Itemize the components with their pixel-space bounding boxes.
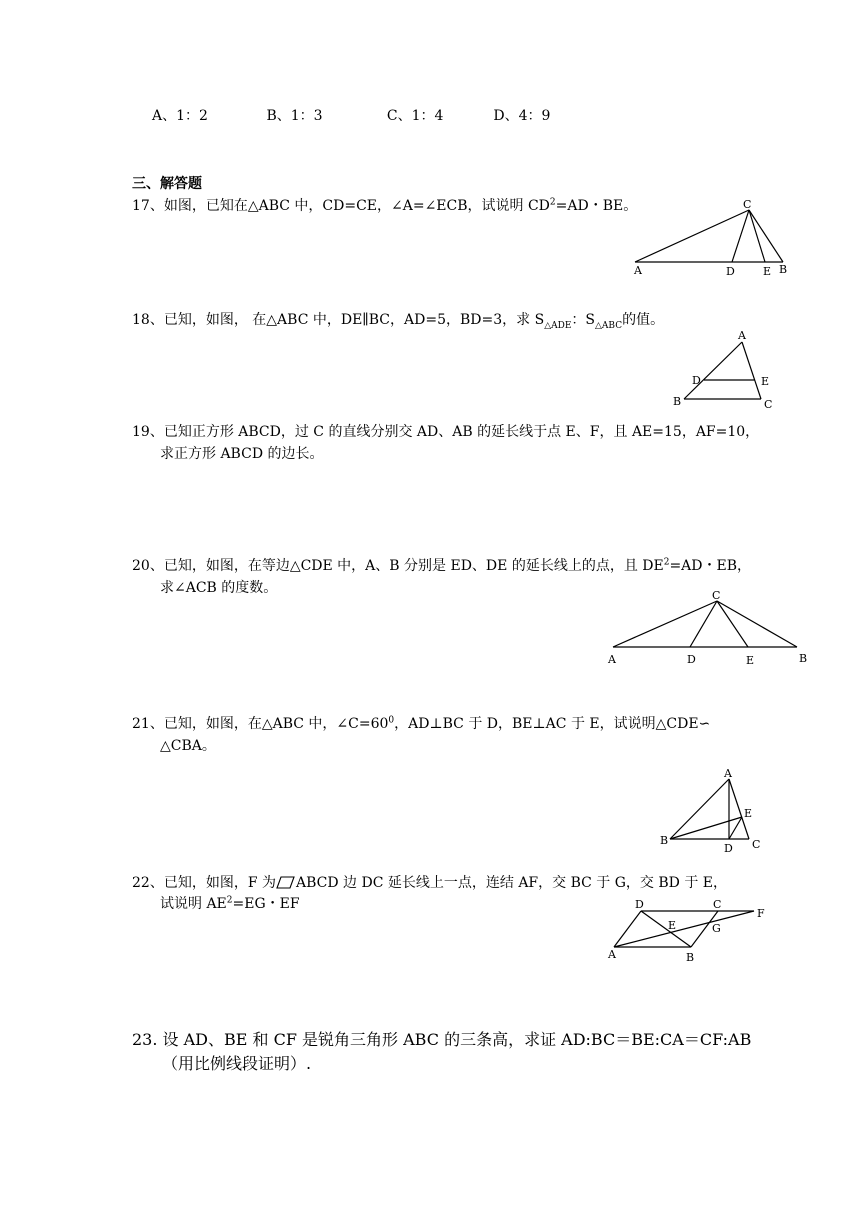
- q22-lines: [614, 911, 754, 947]
- q21-label-c: C: [752, 838, 761, 851]
- q17-lines: [635, 210, 783, 262]
- q18-figure: [672, 328, 782, 413]
- q21-text-after: ，AD⊥BC 于 D，BE⊥AC 于 E，试说明△CDE∽: [394, 716, 711, 732]
- q20-text-after: =AD・EB，: [669, 558, 752, 574]
- q18-sub-ade: △ADE: [544, 320, 572, 331]
- q22-text2-before: 试说明 AE: [160, 896, 227, 912]
- q17-text-after: =AD・BE。: [555, 198, 638, 214]
- q20-label-e: E: [746, 654, 755, 667]
- section-title: 三、解答题: [132, 176, 202, 192]
- question-20-line2: 求∠ACB 的度数。: [160, 580, 278, 596]
- option-b: B、1：3: [266, 108, 323, 124]
- q18-label-a: A: [738, 329, 746, 342]
- q17-sup: 2: [549, 197, 556, 208]
- option-c: C、1：4: [386, 108, 444, 124]
- option-a: A、1：2: [152, 108, 208, 124]
- question-21-line2: △CBA。: [160, 738, 216, 754]
- question-21-line1: [132, 716, 710, 733]
- q22-text-before: 22、已知，如图，F 为: [132, 875, 276, 891]
- q22-label-b: B: [686, 951, 695, 964]
- question-23-line1: 23. 设 AD、BE 和 CF 是锐角三角形 ABC 的三条高，求证 AD:BC＝BE:CA＝CF:AB: [132, 1030, 752, 1049]
- q21-lines: [670, 779, 749, 839]
- q17-label-c: C: [743, 198, 752, 211]
- q22-text-after: ABCD 边 DC 延长线上一点，连结 AF，交 BC 于 G，交 BD 于 E，: [295, 875, 728, 891]
- question-23-line2: （用比例线段证明）.: [162, 1054, 312, 1073]
- q17-label-d: D: [726, 265, 735, 278]
- q20-label-b: B: [799, 652, 808, 665]
- q18-mid: ：S: [571, 312, 595, 328]
- q22-label-a: A: [608, 948, 616, 961]
- question-22-line2: [160, 896, 300, 913]
- q22-label-c: C: [713, 898, 722, 911]
- q17-label-e: E: [763, 265, 772, 278]
- q17-text-before: 17、如图，已知在△ABC 中，CD=CE，∠A=∠ECB，试说明 CD: [132, 198, 550, 214]
- q17-figure: [625, 195, 825, 285]
- q20-label-c: C: [712, 589, 721, 602]
- q21-figure: [656, 764, 766, 854]
- q22-label-d: D: [635, 898, 644, 911]
- q18-text-before: 18、已知，如图， 在△ABC 中，DE∥BC，AD=5，BD=3，求 S: [132, 312, 545, 328]
- question-20-line1: [132, 558, 751, 575]
- q21-sup: 0: [388, 715, 395, 726]
- question-17: [132, 198, 637, 215]
- q21-label-d: D: [724, 842, 733, 855]
- q22-sup: 2: [226, 895, 233, 906]
- q18-text-after: 的值。: [622, 312, 665, 328]
- q22-label-f: F: [757, 907, 765, 920]
- q22-label-e: E: [668, 919, 677, 932]
- q18-label-e: E: [761, 375, 770, 388]
- question-18: [132, 312, 664, 329]
- q18-sub-abc: △ABC: [595, 320, 623, 331]
- q20-label-a: A: [608, 653, 616, 666]
- q18-label-b: B: [673, 395, 682, 408]
- q22-label-g: G: [712, 922, 721, 935]
- option-d: D、4：9: [493, 108, 551, 124]
- q18-lines: [684, 342, 761, 399]
- q21-label-b: B: [660, 834, 669, 847]
- q18-label-d: D: [692, 374, 701, 387]
- q17-label-b: B: [779, 263, 788, 276]
- answer-options: [152, 108, 550, 125]
- q20-lines: [613, 601, 797, 647]
- q20-figure: [605, 588, 815, 668]
- q20-sup: 2: [663, 557, 670, 568]
- question-19-line1: 19、已知正方形 ABCD，过 C 的直线分别交 AD、AB 的延长线于点 E、F，且 AE=15，AF=10，: [132, 424, 760, 440]
- q18-label-c: C: [764, 398, 773, 411]
- q21-label-e: E: [744, 807, 753, 820]
- question-19-line2: 求正方形 ABCD 的边长。: [160, 446, 324, 462]
- question-22-line1: [132, 874, 727, 892]
- q17-label-a: A: [634, 264, 642, 277]
- q21-text-before: 21、已知，如图，在△ABC 中，∠C=60: [132, 716, 389, 732]
- parallelogram-icon: [277, 876, 295, 889]
- q21-label-a: A: [724, 767, 732, 780]
- q22-figure: [604, 895, 779, 970]
- q22-text2-after: =EG・EF: [232, 896, 300, 912]
- q20-text-before: 20、已知，如图，在等边△CDE 中，A、B 分别是 ED、DE 的延长线上的点，且 DE: [132, 558, 664, 574]
- q20-label-d: D: [687, 653, 696, 666]
